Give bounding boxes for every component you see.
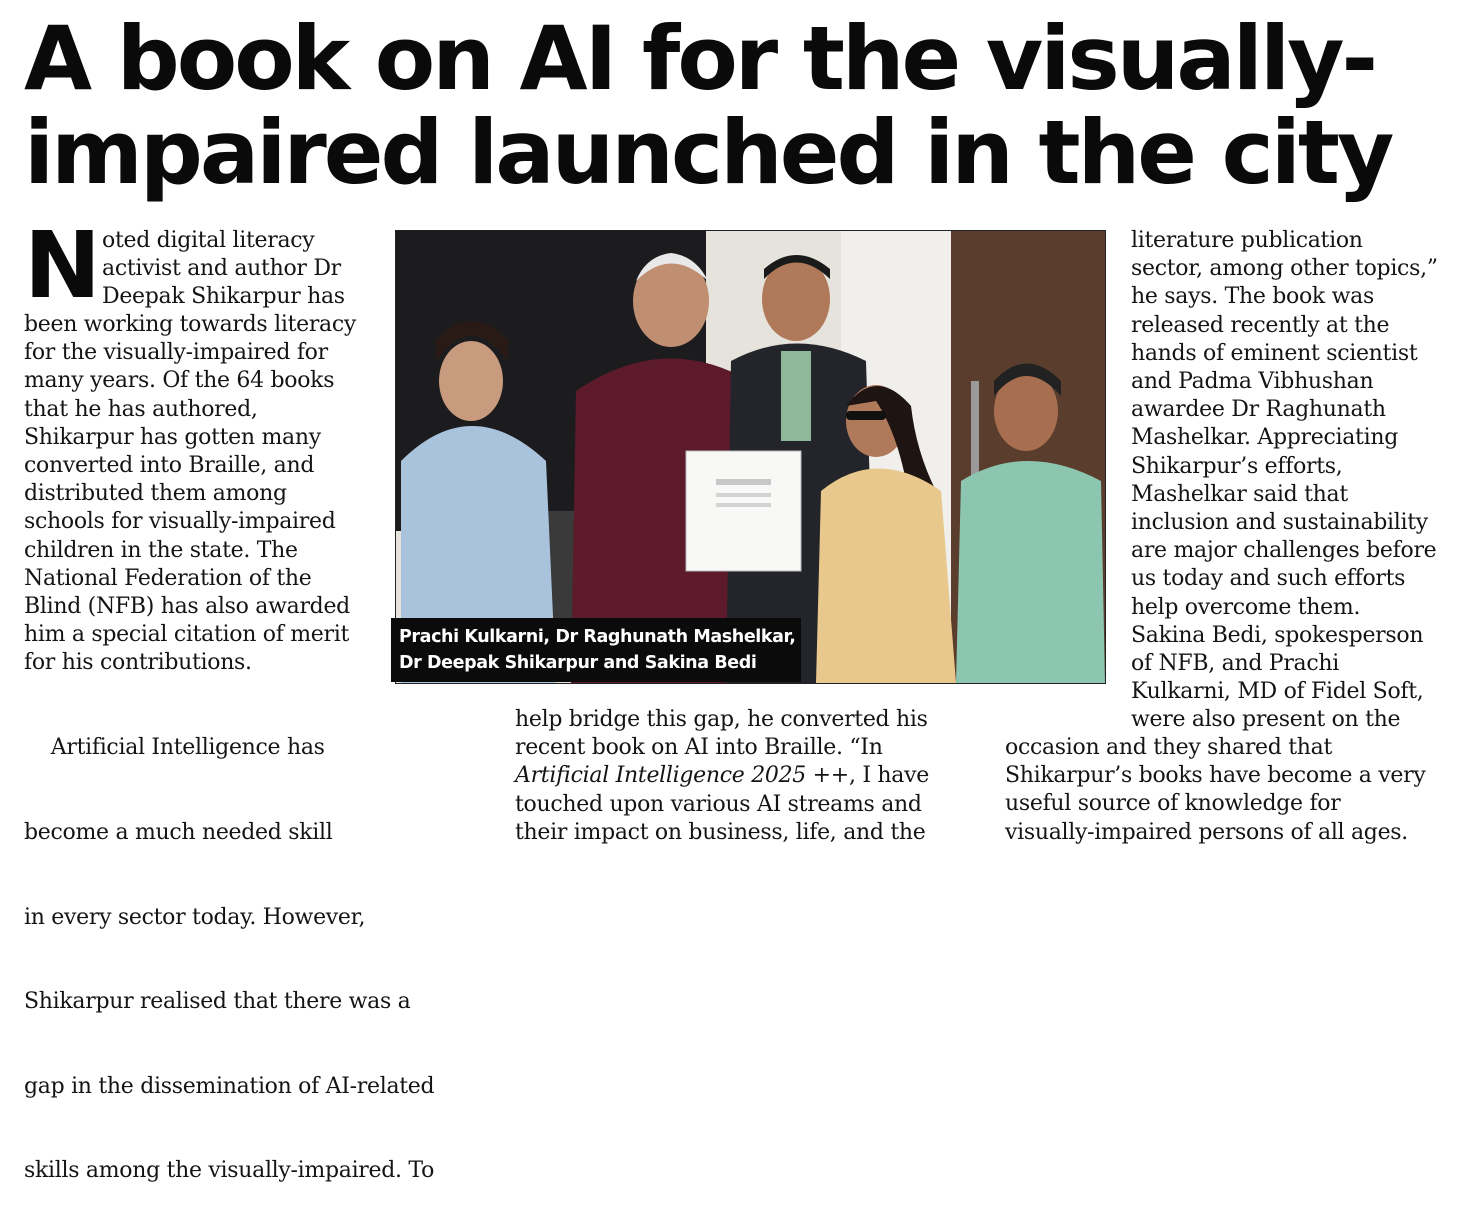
text-line: National Federation of the [24, 565, 312, 591]
text-line: hands of eminent scientist [1131, 340, 1418, 366]
text-line: gap in the dissemination of AI-related [24, 1073, 435, 1099]
book-title-italic: Artificial Intelligence 2025 ++ [515, 763, 849, 789]
text-line: and Padma Vibhushan [1131, 369, 1374, 395]
text-line: children in the state. The [24, 537, 298, 563]
text-line: inclusion and sustainability [1131, 510, 1428, 536]
text-line: help overcome them. [1131, 594, 1361, 620]
text-line: Blind (NFB) has also awarded [24, 594, 350, 620]
text-line: of NFB, and Prachi [1131, 651, 1339, 677]
column-1-intro [102, 227, 345, 312]
text-line: distributed them among [24, 481, 287, 507]
text-line: oted digital literacy [102, 228, 315, 253]
text-line: Deepak Shikarpur has [102, 284, 345, 310]
text-line [515, 762, 929, 790]
column-3-continued [1005, 734, 1425, 847]
text-line: many years. Of the 64 books [24, 368, 335, 394]
text-line: awardee Dr Raghunath [1131, 397, 1386, 423]
text-line: for the visually-impaired for [24, 340, 328, 366]
text-line: their impact on business, life, and the [515, 819, 926, 845]
text-line: are major challenges before [1131, 538, 1437, 564]
text-line: useful source of knowledge for [1005, 791, 1341, 817]
photo-illustration [396, 231, 1105, 683]
text-line: sector, among other topics,” [1131, 256, 1438, 282]
text-line: touched upon various AI streams and [515, 791, 922, 817]
column-3-body [1131, 227, 1438, 735]
text-line: him a special citation of merit [24, 622, 350, 648]
text-line: Mashelkar. Appreciating [1131, 425, 1398, 451]
column-1-continued [24, 678, 434, 1214]
text-line: Shikarpur’s books have become a very [1005, 763, 1426, 789]
text-line: been working towards literacy [24, 312, 357, 337]
text-line: Shikarpur realised that there was a [24, 989, 411, 1015]
text-fragment: , I have [848, 763, 929, 789]
text-line: Artificial Intelligence has [24, 735, 325, 761]
text-line: that he has authored, [24, 396, 258, 422]
text-line: Sakina Bedi, spokesperson [1131, 622, 1424, 648]
text-line: were also present on the [1131, 707, 1401, 733]
caption-line-1: Prachi Kulkarni, Dr Raghunath Mashelkar, [399, 627, 796, 647]
text-line: schools for visually-impaired [24, 509, 336, 535]
text-line: for his contributions. [24, 650, 252, 676]
column-2-body [515, 706, 929, 847]
text-line: help bridge this gap, he converted his [515, 707, 928, 732]
drop-cap: N [24, 212, 101, 319]
photo-caption [391, 618, 801, 682]
text-line: Mashelkar said that [1131, 481, 1348, 507]
text-line: released recently at the [1131, 312, 1390, 338]
text-line: us today and such efforts [1131, 566, 1406, 592]
text-line: become a much needed skill [24, 820, 333, 846]
headline-line-1: A book on AI for the visually- [24, 7, 1375, 110]
text-line: Shikarpur’s efforts, [1131, 453, 1343, 479]
text-line: he says. The book was [1131, 284, 1374, 310]
text-line: activist and author Dr [102, 256, 341, 282]
text-line: literature publication [1131, 228, 1363, 253]
text-line: skills among the visually-impaired. To [24, 1158, 435, 1184]
caption-line-2: Dr Deepak Shikarpur and Sakina Bedi [399, 653, 757, 673]
text-line: visually-impaired persons of all ages. [1005, 819, 1408, 845]
text-line: Shikarpur has gotten many [24, 424, 321, 450]
text-line: recent book on AI into Braille. “In [515, 735, 883, 761]
column-1-body [24, 311, 356, 678]
text-line: occasion and they shared that [1005, 735, 1333, 760]
text-line: converted into Braille, and [24, 453, 315, 479]
headline-line-2: impaired launched in the city [24, 101, 1392, 204]
text-line: in every sector today. However, [24, 904, 366, 930]
news-photo [395, 230, 1106, 684]
headline [24, 7, 1474, 204]
text-line: Kulkarni, MD of Fidel Soft, [1131, 679, 1424, 705]
